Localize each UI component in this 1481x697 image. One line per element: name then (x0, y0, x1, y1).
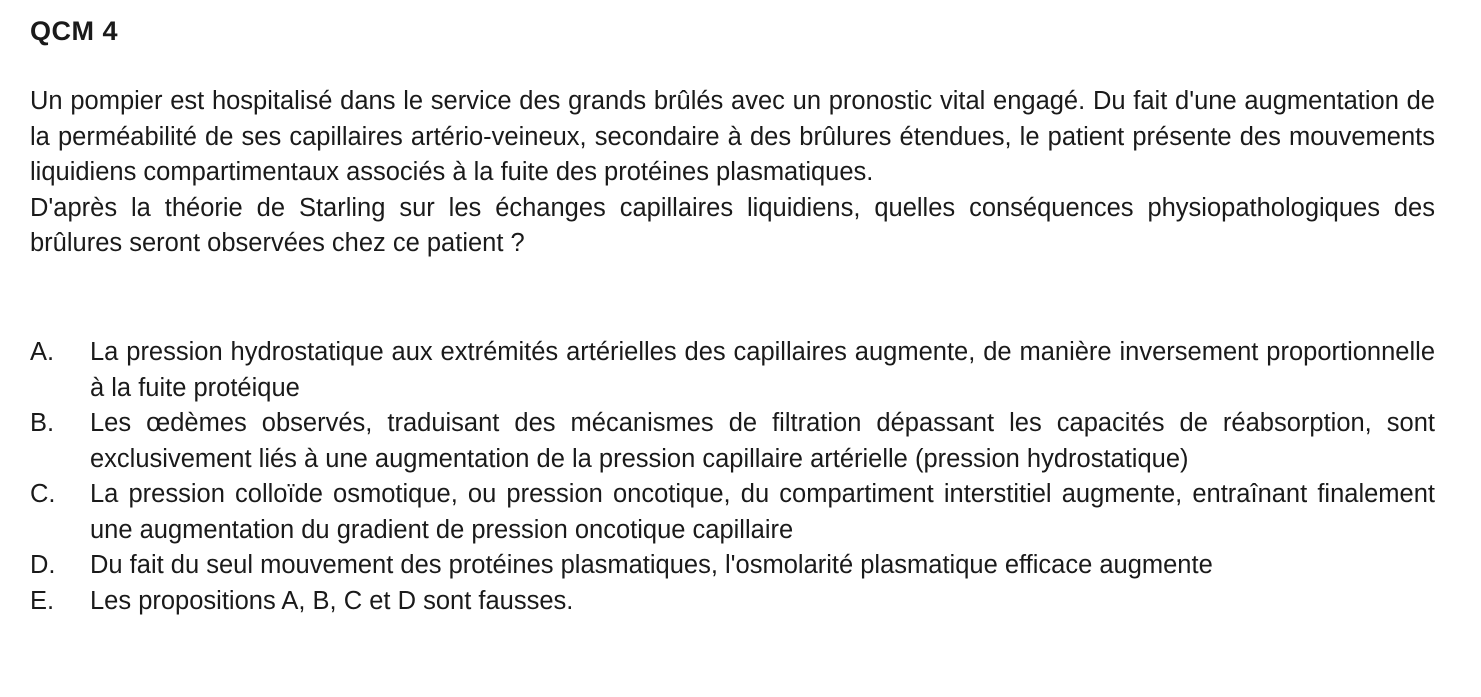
stem-paragraph-2: D'après la théorie de Starling sur les échanges capillaires liquidiens, quelles conséquences physiopathologiques des brûlures seront observées chez ce patient ? (30, 193, 1435, 257)
answer-option-b[interactable] (30, 406, 1435, 477)
option-text: La pression colloïde osmotique, ou pression oncotique, du compartiment interstitiel augmente, entraînant finalement une augmentation du gradient de pression oncotique capillaire (90, 480, 1435, 544)
answer-option-d[interactable] (30, 548, 1435, 584)
option-letter: D. (30, 551, 56, 579)
option-text: Du fait du seul mouvement des protéines plasmatiques, l'osmolarité plasmatique efficace augmente (90, 551, 1213, 579)
option-text: Les œdèmes observés, traduisant des mécanismes de filtration dépassant les capacités de réabsorption, sont exclusivement liés à une augmentation de la pression capillaire artérielle (pression hydrostatique) (90, 409, 1435, 473)
stem-paragraph-1: Un pompier est hospitalisé dans le service des grands brûlés avec un pronostic vital engagé. Du fait d'une augmentation de la perméabilité de ses capillaires artério-veineux, secondaire à des brûlures étendues, le patient présente des mouvements liquidiens compartimentaux associés à la fuite des protéines plasmatiques. (30, 87, 1435, 186)
answer-option-e[interactable] (30, 584, 1435, 620)
answer-options-list (30, 335, 1435, 619)
option-text: Les propositions A, B, C et D sont fausses. (90, 586, 574, 615)
option-letter: E. (30, 586, 55, 615)
option-text: La pression hydrostatique aux extrémités artérielles des capillaires augmente, de manière inversement proportionnelle à la fuite protéique (90, 338, 1435, 402)
question-title: QCM 4 (30, 16, 119, 46)
question-stem (30, 84, 1435, 262)
answer-option-c[interactable] (30, 477, 1435, 548)
option-letter: B. (30, 409, 55, 437)
option-letter: C. (30, 480, 56, 508)
option-letter: A. (30, 338, 55, 366)
answer-option-a[interactable] (30, 335, 1435, 406)
